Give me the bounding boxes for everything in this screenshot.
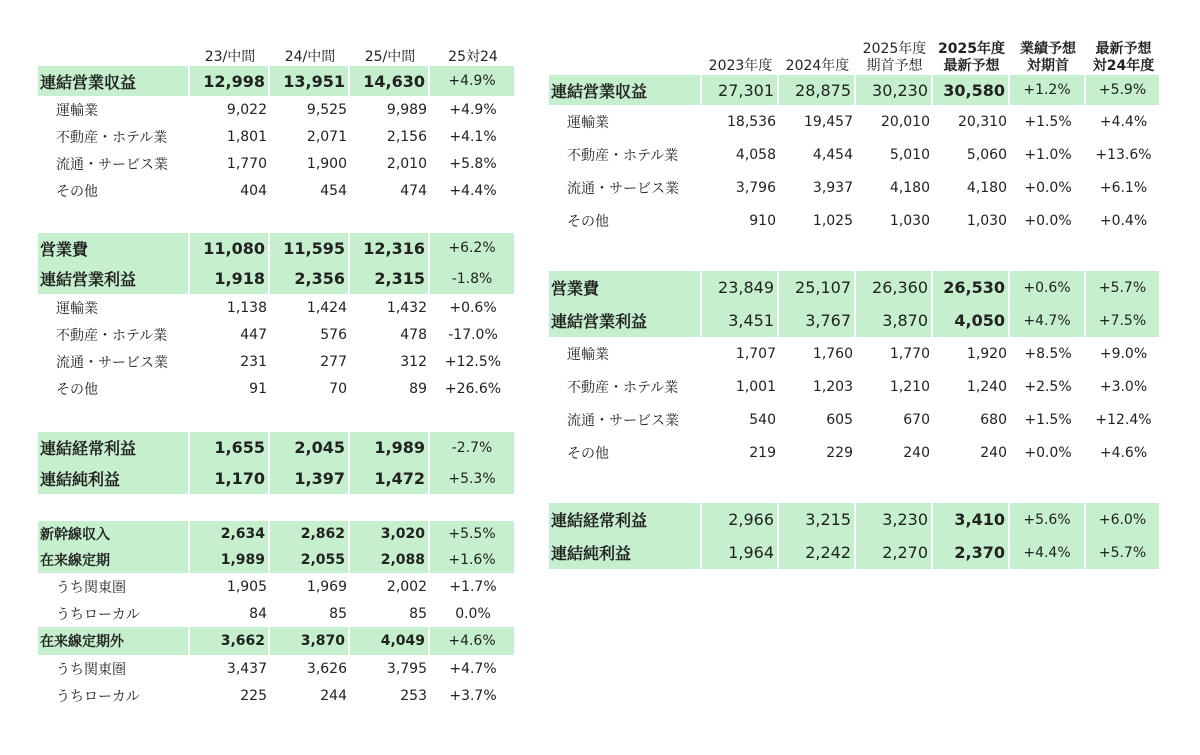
fullyear-forecast-table <box>549 33 1161 569</box>
change-vs-initial: +1.5% <box>1024 113 1072 130</box>
value-23: 231 <box>240 353 267 370</box>
change-vs-fy2024: +5.7% <box>1086 536 1161 569</box>
value-fy2023: 3,796 <box>735 179 776 196</box>
table-row <box>549 503 1161 536</box>
change-vs-initial: +5.6% <box>1010 503 1086 536</box>
row-label: 連結営業利益 <box>549 304 702 337</box>
change-pct: +12.5% <box>444 353 502 370</box>
value-fy2024: 605 <box>826 411 853 428</box>
value-fy2025-latest: 1,030 <box>966 212 1007 229</box>
row-label: うち関東圏 <box>56 661 126 678</box>
change-pct: -1.8% <box>430 263 516 294</box>
change-pct: +4.7% <box>449 660 497 677</box>
value-25: 1,989 <box>350 432 430 463</box>
row-label: うちローカル <box>56 606 140 623</box>
value-fy2024: 2,242 <box>779 536 856 569</box>
change-vs-fy2024: +4.6% <box>1099 444 1148 461</box>
header-fy2025-initial: 2025年度 期首予想 <box>862 41 927 74</box>
value-23: 2,634 <box>190 521 270 547</box>
value-25: 3,020 <box>350 521 430 547</box>
row-label: その他 <box>56 183 98 200</box>
row-label: 連結営業利益 <box>38 263 190 294</box>
header-vs-fy2024: 最新予想 対24年度 <box>1092 41 1155 74</box>
value-24: 1,969 <box>306 578 347 595</box>
value-23: 3,437 <box>226 660 267 677</box>
value-fy2025-initial: 4,180 <box>889 179 930 196</box>
value-fy2025-latest: 30,580 <box>933 75 1010 105</box>
change-vs-initial: +8.5% <box>1024 345 1072 362</box>
table-row <box>549 271 1161 304</box>
value-23: 1,138 <box>226 299 267 316</box>
value-fy2024: 229 <box>826 444 853 461</box>
value-24: 244 <box>320 687 347 704</box>
change-pct: +4.1% <box>449 128 497 145</box>
value-25: 3,795 <box>386 660 427 677</box>
change-vs-fy2024: +6.1% <box>1099 179 1148 196</box>
table-row <box>38 573 516 600</box>
value-25: 2,002 <box>386 578 427 595</box>
value-24: 9,525 <box>306 101 347 118</box>
change-pct: +4.6% <box>430 627 516 655</box>
row-label: 運輸業 <box>567 114 609 131</box>
value-fy2023: 910 <box>749 212 776 229</box>
change-pct: +3.7% <box>449 687 497 704</box>
row-label: 連結営業収益 <box>38 66 190 96</box>
value-fy2023: 1,707 <box>735 345 776 362</box>
value-fy2025-initial: 670 <box>903 411 930 428</box>
spacer-row <box>38 494 516 521</box>
change-vs-fy2024: +5.7% <box>1086 271 1161 304</box>
change-pct: +6.2% <box>430 233 516 263</box>
change-vs-initial: +1.5% <box>1024 411 1072 428</box>
value-24: 1,397 <box>270 463 350 494</box>
table-row <box>38 177 516 204</box>
row-label: 流通・サービス業 <box>567 412 679 429</box>
value-25: 4,049 <box>350 627 430 655</box>
change-vs-initial: +2.5% <box>1024 378 1072 395</box>
change-vs-initial: +0.0% <box>1024 212 1072 229</box>
value-fy2024: 3,215 <box>779 503 856 536</box>
change-vs-initial: +0.0% <box>1024 444 1072 461</box>
table-row <box>549 337 1161 370</box>
row-label: 流通・サービス業 <box>56 354 168 371</box>
value-23: 9,022 <box>226 101 267 118</box>
value-25: 2,088 <box>350 547 430 573</box>
value-24: 2,071 <box>306 128 347 145</box>
value-fy2023: 23,849 <box>702 271 779 304</box>
value-fy2025-initial: 240 <box>903 444 930 461</box>
change-vs-fy2024: +5.9% <box>1086 75 1161 105</box>
value-23: 447 <box>240 326 267 343</box>
table-row <box>549 171 1161 204</box>
change-vs-fy2024: +12.4% <box>1095 411 1152 428</box>
value-24: 2,045 <box>270 432 350 463</box>
change-vs-fy2024: +4.4% <box>1099 113 1148 130</box>
change-vs-initial: +0.6% <box>1010 271 1086 304</box>
value-fy2025-initial: 30,230 <box>856 75 933 105</box>
interim-results-table <box>38 36 516 709</box>
value-fy2025-initial: 2,270 <box>856 536 933 569</box>
value-24: 576 <box>320 326 347 343</box>
value-24: 2,055 <box>270 547 350 573</box>
header-row <box>38 36 516 66</box>
value-fy2025-latest: 240 <box>980 444 1007 461</box>
table-row <box>549 536 1161 569</box>
value-fy2025-latest: 4,050 <box>933 304 1010 337</box>
table-row <box>549 105 1161 138</box>
row-label: 連結経常利益 <box>38 432 190 463</box>
value-25: 85 <box>409 605 427 622</box>
change-vs-fy2024: +3.0% <box>1099 378 1148 395</box>
row-label: 不動産・ホテル業 <box>56 129 168 146</box>
row-label: 流通・サービス業 <box>56 156 168 173</box>
value-25: 312 <box>400 353 427 370</box>
value-25: 2,010 <box>386 155 427 172</box>
row-label: その他 <box>567 213 609 230</box>
value-fy2025-latest: 3,410 <box>933 503 1010 536</box>
table-row <box>38 655 516 682</box>
header-24-interim: 24/中間 <box>284 49 336 65</box>
header-25-vs-24: 25対24 <box>448 49 498 65</box>
value-24: 1,900 <box>306 155 347 172</box>
value-23: 91 <box>249 380 267 397</box>
value-fy2023: 27,301 <box>702 75 779 105</box>
change-pct: +5.8% <box>449 155 497 172</box>
value-fy2025-initial: 3,230 <box>856 503 933 536</box>
value-fy2025-initial: 26,360 <box>856 271 933 304</box>
value-24: 277 <box>320 353 347 370</box>
header-fy2023: 2023年度 <box>708 58 773 74</box>
header-fy2025-latest: 2025年度 最新予想 <box>938 41 1005 74</box>
value-fy2025-initial: 1,770 <box>889 345 930 362</box>
table-row <box>549 403 1161 436</box>
spacer-row <box>549 237 1161 271</box>
value-23: 1,905 <box>226 578 267 595</box>
value-23: 404 <box>240 182 267 199</box>
change-pct: 0.0% <box>455 605 491 622</box>
row-label: 流通・サービス業 <box>567 180 679 197</box>
spacer-row <box>549 469 1161 503</box>
value-fy2025-latest: 4,180 <box>966 179 1007 196</box>
change-pct: +26.6% <box>444 380 502 397</box>
value-23: 11,080 <box>190 233 270 263</box>
change-pct: +1.6% <box>430 547 516 573</box>
row-label: 不動産・ホテル業 <box>56 327 168 344</box>
value-fy2025-initial: 3,870 <box>856 304 933 337</box>
table-row <box>38 233 516 263</box>
value-25: 12,316 <box>350 233 430 263</box>
table-row <box>38 321 516 348</box>
table-row <box>38 682 516 709</box>
change-vs-initial: +4.4% <box>1010 536 1086 569</box>
value-23: 1,655 <box>190 432 270 463</box>
value-24: 2,356 <box>270 263 350 294</box>
value-fy2025-latest: 1,240 <box>966 378 1007 395</box>
value-23: 225 <box>240 687 267 704</box>
table-row <box>38 150 516 177</box>
row-label: 営業費 <box>549 271 702 304</box>
value-23: 12,998 <box>190 66 270 96</box>
row-label: 不動産・ホテル業 <box>567 147 679 164</box>
table-row <box>549 204 1161 237</box>
value-25: 14,630 <box>350 66 430 96</box>
value-fy2025-initial: 1,210 <box>889 378 930 395</box>
value-24: 13,951 <box>270 66 350 96</box>
value-23: 1,989 <box>190 547 270 573</box>
row-label: 不動産・ホテル業 <box>567 379 679 396</box>
table-row <box>38 66 516 96</box>
spacer-row <box>38 204 516 233</box>
row-label: 運輸業 <box>56 102 98 119</box>
row-label: 運輸業 <box>567 346 609 363</box>
value-fy2023: 540 <box>749 411 776 428</box>
change-vs-fy2024: +6.0% <box>1086 503 1161 536</box>
row-label: 在来線定期 <box>38 547 190 573</box>
row-label: うち関東圏 <box>56 579 126 596</box>
row-label: 連結経常利益 <box>549 503 702 536</box>
table-row <box>549 138 1161 171</box>
value-fy2025-initial: 20,010 <box>881 113 930 130</box>
change-pct: +5.3% <box>430 463 516 494</box>
value-24: 11,595 <box>270 233 350 263</box>
value-25: 9,989 <box>386 101 427 118</box>
table-row <box>38 600 516 627</box>
change-pct: +4.9% <box>430 66 516 96</box>
table-row <box>38 521 516 547</box>
value-fy2023: 2,966 <box>702 503 779 536</box>
value-25: 2,156 <box>386 128 427 145</box>
value-fy2023: 3,451 <box>702 304 779 337</box>
value-fy2024: 25,107 <box>779 271 856 304</box>
change-vs-initial: +1.2% <box>1010 75 1086 105</box>
row-label: 営業費 <box>38 233 190 263</box>
value-24: 1,424 <box>306 299 347 316</box>
row-label: 連結純利益 <box>38 463 190 494</box>
value-fy2024: 3,767 <box>779 304 856 337</box>
change-vs-fy2024: +7.5% <box>1086 304 1161 337</box>
row-label: 連結純利益 <box>549 536 702 569</box>
change-vs-fy2024: +13.6% <box>1095 146 1152 163</box>
value-24: 2,862 <box>270 521 350 547</box>
table-row <box>38 547 516 573</box>
header-row <box>549 33 1161 75</box>
value-fy2023: 1,001 <box>735 378 776 395</box>
value-24: 85 <box>329 605 347 622</box>
change-pct: +0.6% <box>449 299 497 316</box>
header-25-interim: 25/中間 <box>364 49 416 65</box>
value-25: 474 <box>400 182 427 199</box>
value-23: 1,918 <box>190 263 270 294</box>
value-23: 84 <box>249 605 267 622</box>
change-vs-initial: +4.7% <box>1010 304 1086 337</box>
table-row <box>38 263 516 294</box>
change-pct: +1.7% <box>449 578 497 595</box>
value-fy2025-initial: 1,030 <box>889 212 930 229</box>
table-row <box>38 123 516 150</box>
table-row <box>38 627 516 655</box>
table-row <box>38 348 516 375</box>
row-label: 在来線定期外 <box>38 627 190 655</box>
value-25: 1,472 <box>350 463 430 494</box>
value-fy2023: 219 <box>749 444 776 461</box>
value-fy2024: 1,760 <box>812 345 853 362</box>
change-pct: +5.5% <box>430 521 516 547</box>
value-23: 1,170 <box>190 463 270 494</box>
value-fy2025-latest: 2,370 <box>933 536 1010 569</box>
value-fy2023: 4,058 <box>735 146 776 163</box>
value-fy2025-latest: 5,060 <box>966 146 1007 163</box>
value-25: 2,315 <box>350 263 430 294</box>
value-24: 3,870 <box>270 627 350 655</box>
value-fy2023: 1,964 <box>702 536 779 569</box>
header-vs-initial: 業績予想 対期首 <box>1020 41 1076 74</box>
value-fy2025-latest: 20,310 <box>958 113 1007 130</box>
row-label: 新幹線収入 <box>38 521 190 547</box>
value-25: 253 <box>400 687 427 704</box>
change-pct: +4.4% <box>449 182 497 199</box>
change-vs-initial: +0.0% <box>1024 179 1072 196</box>
value-fy2023: 18,536 <box>727 113 776 130</box>
value-24: 454 <box>320 182 347 199</box>
change-vs-fy2024: +9.0% <box>1099 345 1148 362</box>
header-fy2024: 2024年度 <box>785 58 850 74</box>
value-fy2024: 4,454 <box>812 146 853 163</box>
row-label: 運輸業 <box>56 300 98 317</box>
row-label: その他 <box>56 381 98 398</box>
value-fy2024: 1,025 <box>812 212 853 229</box>
value-fy2024: 28,875 <box>779 75 856 105</box>
value-fy2025-latest: 1,920 <box>966 345 1007 362</box>
table-row <box>38 375 516 402</box>
table-row <box>38 294 516 321</box>
change-pct: +4.9% <box>449 101 497 118</box>
value-23: 1,770 <box>226 155 267 172</box>
table-row <box>38 432 516 463</box>
value-25: 478 <box>400 326 427 343</box>
value-fy2025-initial: 5,010 <box>889 146 930 163</box>
row-label: うちローカル <box>56 688 140 705</box>
table-row <box>38 96 516 123</box>
value-fy2025-latest: 680 <box>980 411 1007 428</box>
value-25: 1,432 <box>386 299 427 316</box>
change-vs-initial: +1.0% <box>1024 146 1072 163</box>
value-23: 3,662 <box>190 627 270 655</box>
value-fy2025-latest: 26,530 <box>933 271 1010 304</box>
value-24: 3,626 <box>306 660 347 677</box>
header-23-interim: 23/中間 <box>204 49 256 65</box>
table-row <box>549 75 1161 105</box>
row-label: その他 <box>567 445 609 462</box>
value-25: 89 <box>409 380 427 397</box>
change-pct: -2.7% <box>430 432 516 463</box>
table-row <box>38 463 516 494</box>
value-fy2024: 1,203 <box>812 378 853 395</box>
value-24: 70 <box>329 380 347 397</box>
row-label: 連結営業収益 <box>549 75 702 105</box>
change-pct: -17.0% <box>448 326 498 343</box>
table-row <box>549 436 1161 469</box>
value-23: 1,801 <box>226 128 267 145</box>
table-row <box>549 370 1161 403</box>
header-label-col <box>38 36 190 66</box>
value-fy2024: 3,937 <box>812 179 853 196</box>
change-vs-fy2024: +0.4% <box>1099 212 1148 229</box>
spacer-row <box>38 402 516 432</box>
value-fy2024: 19,457 <box>804 113 853 130</box>
table-row <box>549 304 1161 337</box>
